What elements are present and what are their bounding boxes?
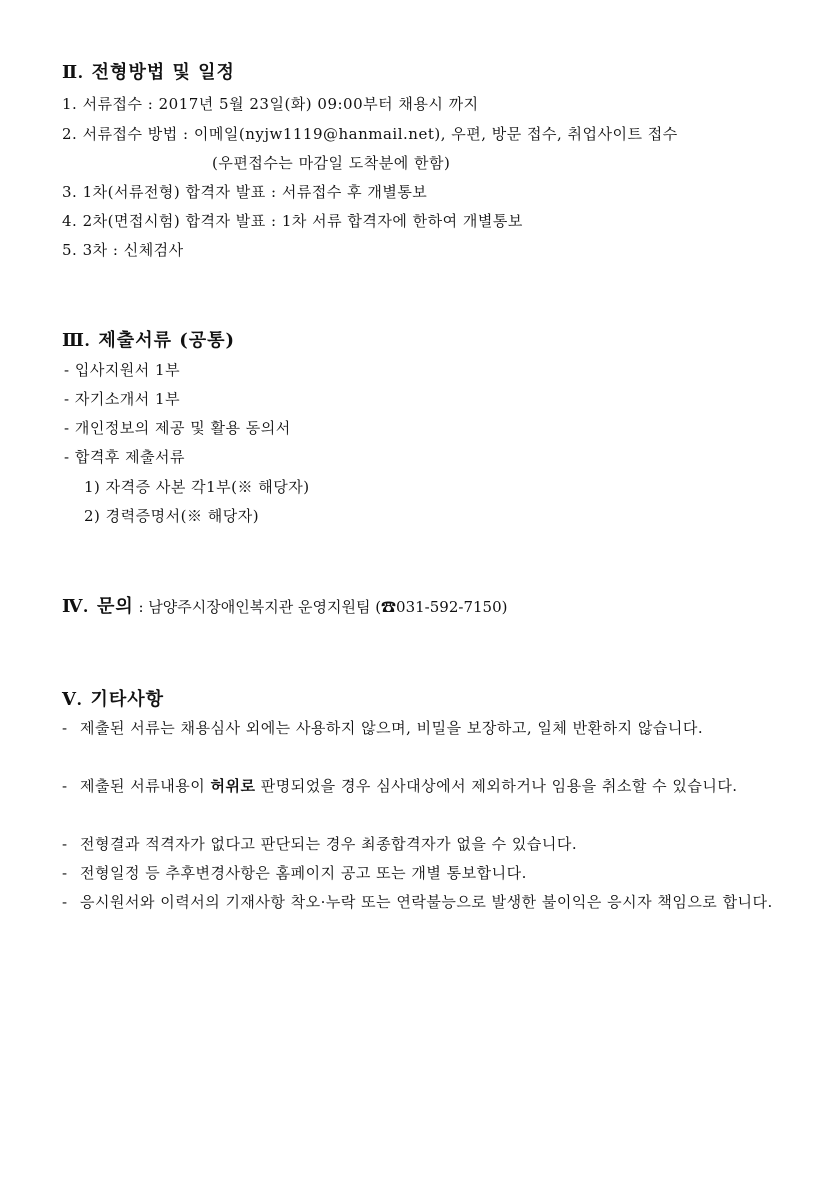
notice-item-5 bbox=[62, 888, 780, 917]
document-item-4: - 합격후 제출서류 bbox=[64, 448, 186, 466]
section-5-number: Ⅴ. bbox=[62, 689, 83, 709]
section-4-title: 문의 bbox=[96, 596, 134, 617]
schedule-item-2: 2. 서류접수 방법 : 이메일(nyjw1119@hanmail.net), 우편, 방문 접수, 취업사이트 접수 bbox=[62, 125, 678, 143]
notice-item-4 bbox=[62, 859, 780, 888]
document-item-3: - 개인정보의 제공 및 활용 동의서 bbox=[64, 419, 291, 437]
notice-item-1-dash: - bbox=[62, 719, 68, 737]
notice-item-1 bbox=[62, 714, 780, 743]
notice-item-2-bold: 허위로 bbox=[210, 777, 256, 795]
section-4-heading bbox=[62, 592, 507, 618]
schedule-item-5: 5. 3차 : 신체검사 bbox=[62, 241, 184, 259]
document-item-1: - 입사지원서 1부 bbox=[64, 361, 181, 379]
schedule-item-3: 3. 1차(서류전형) 합격자 발표 : 서류접수 후 개별통보 bbox=[62, 183, 428, 201]
notice-item-2-pre: 제출된 서류내용이 bbox=[80, 777, 211, 795]
section-3-title: 제출서류 (공통) bbox=[98, 330, 236, 351]
notice-item-5-dash: - bbox=[62, 893, 68, 911]
schedule-item-2-note: (우편접수는 마감일 도착분에 한함) bbox=[212, 154, 451, 172]
section-3-heading bbox=[62, 326, 235, 352]
section-5-heading bbox=[62, 685, 164, 711]
notice-item-2-dash: - bbox=[62, 777, 68, 795]
notice-item-2 bbox=[62, 772, 780, 801]
notice-item-4-text: 전형일정 등 추후변경사항은 홈페이지 공고 또는 개별 통보합니다. bbox=[80, 864, 527, 882]
notice-item-1-text: 제출된 서류는 채용심사 외에는 사용하지 않으며, 비밀을 보장하고, 일체 반환하지 않습니다. bbox=[80, 719, 704, 737]
schedule-item-4: 4. 2차(면접시험) 합격자 발표 : 1차 서류 합격자에 한하여 개별통보 bbox=[62, 212, 523, 230]
section-2-number: Ⅱ. bbox=[62, 62, 84, 82]
document-subitem-1: 1) 자격증 사본 각1부(※ 해당자) bbox=[84, 478, 310, 496]
section-5-title: 기타사항 bbox=[90, 689, 165, 710]
notice-item-3-dash: - bbox=[62, 835, 68, 853]
schedule-item-1: 1. 서류접수 : 2017년 5월 23일(화) 09:00부터 채용시 까지 bbox=[62, 95, 479, 113]
section-3-number: Ⅲ. bbox=[62, 330, 91, 350]
notice-item-3 bbox=[62, 830, 780, 859]
notice-item-5-text: 응시원서와 이력서의 기재사항 착오·누락 또는 연락불능으로 발생한 불이익은 응시자 책임으로 합니다. bbox=[80, 893, 773, 911]
notice-item-2-post: 판명되었을 경우 심사대상에서 제외하거나 임용을 취소할 수 있습니다. bbox=[255, 777, 738, 795]
section-2-heading bbox=[62, 58, 235, 84]
section-4-number: Ⅳ. bbox=[62, 596, 89, 616]
section-2-title: 전형방법 및 일정 bbox=[91, 62, 235, 83]
notice-item-4-dash: - bbox=[62, 864, 68, 882]
document-item-2: - 자기소개서 1부 bbox=[64, 390, 181, 408]
notice-item-3-text: 전형결과 적격자가 없다고 판단되는 경우 최종합격자가 없을 수 있습니다. bbox=[80, 835, 578, 853]
document-subitem-2: 2) 경력증명서(※ 해당자) bbox=[84, 507, 260, 525]
contact-info: : 남양주시장애인복지관 운영지원팀 (☎031-592-7150) bbox=[133, 598, 508, 616]
